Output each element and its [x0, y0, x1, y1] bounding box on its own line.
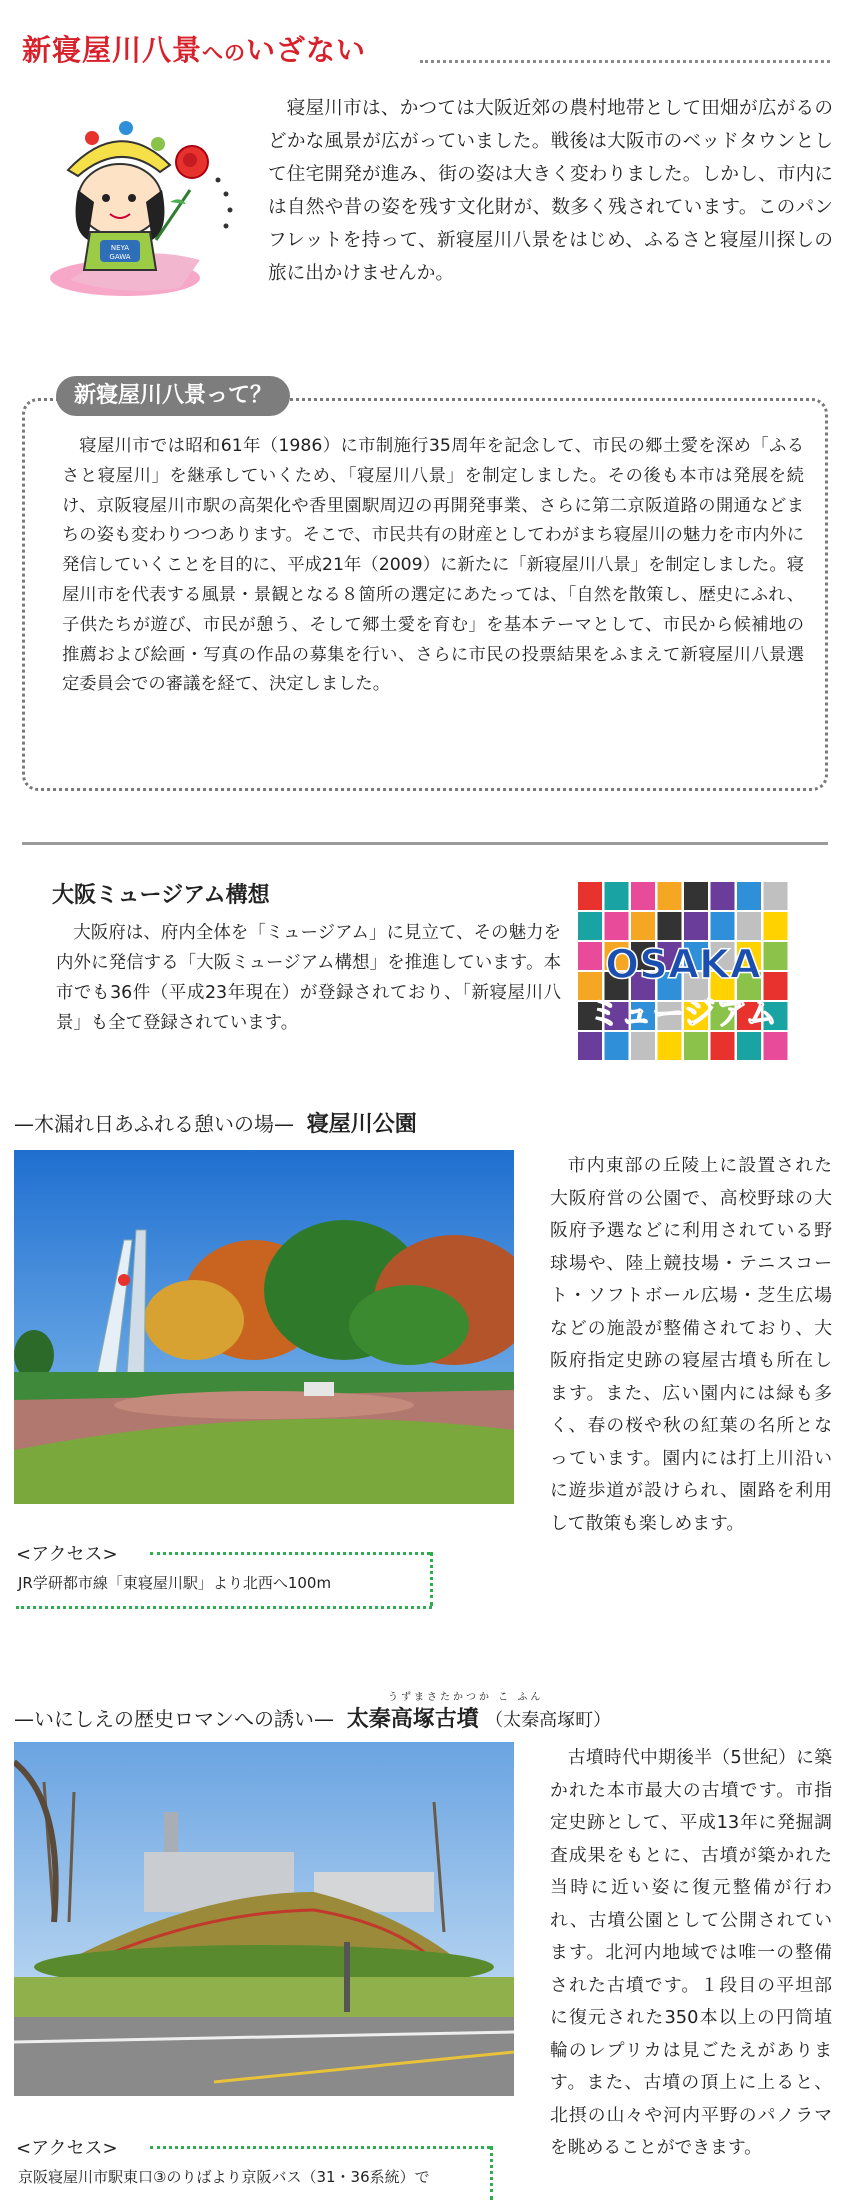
osaka-museum-logo: [574, 878, 792, 1064]
logo-tile: [605, 882, 629, 910]
kofun-heading: [14, 1702, 611, 1733]
title-part-1: 新寝屋川八景: [22, 33, 203, 67]
mascot-illustration: [30, 110, 240, 300]
kofun-tagline: —いにしえの歴史ロマンへの誘い—: [14, 1707, 334, 1731]
kofun-access-text: 京阪寝屋川市駅東口③のりばより京阪バス（31・36系統）で: [18, 2168, 430, 2186]
logo-tile: [764, 1032, 788, 1060]
about-heading: 新寝屋川八景って？: [56, 376, 290, 416]
park-photo: [14, 1150, 514, 1504]
kofun-paragraph: 古墳時代中期後半（5世紀）に築かれた本市最大の古墳です。市指定史跡として、平成13年に発掘調査成果をもとに、古墳が築かれた当時に近い姿に復元整備が行われ、古墳公園として公開されています。北河内地域では唯一の整備された古墳です。１段目の平坦部に復元された350本以上の円筒埴輪のレプリカは見ごたえがあります。また、古墳の頂上に上ると、北摂の山々や河内平野のパノラマを眺めることができます。: [550, 1747, 832, 2158]
about-paragraph: 寝屋川市では昭和61年（1986）に市制施行35周年を記念して、市民の郷土愛を深め「ふるさと寝屋川」を継承していくため、「寝屋川八景」を制定しました。その後も本市は発展を続け、京阪寝屋川市駅の高架化や香里園駅周辺の再開発事業、さらに第二京阪道路の開通などまちの姿も変わりつつあります。そこで、市民共有の財産としてわがまち寝屋川の魅力を市内外に発信していくことを目的に、平成21年（2009）に新たに「新寝屋川八景」を制定しました。寝屋川市を代表する風景・景観となる８箇所の選定にあたっては、「自然を散策し、歴史にふれ、子供たちが遊び、市民が憩う、そして郷土愛を育む」を基本テーマとして、市民から候補地の推薦および絵画・写真の作品の募集を行い、さらに市民の投票結果をふまえて新寝屋川八景選定委員会での審議を経て、決定しました。: [62, 436, 804, 695]
title-divider: [420, 60, 830, 63]
park-access-label: <アクセス>: [16, 1544, 118, 1565]
kofun-ruby: うずまさたかつか こ ふん: [388, 1692, 544, 1703]
logo-tile: [737, 1032, 761, 1060]
park-name: 寝屋川公園: [306, 1112, 417, 1137]
park-access-border-top: [150, 1552, 430, 1555]
kofun-location: （太秦高塚町）: [485, 1710, 612, 1731]
park-paragraph: 市内東部の丘陵上に設置された大阪府営の公園で、高校野球の大阪府予選などに利用されている野球場や、陸上競技場・テニスコート・ソフトボール広場・芝生広場などの施設が整備されており、大阪府指定史跡の寝屋古墳も所在します。また、広い園内には緑も多く、春の桜や秋の紅葉の名所となっています。園内には打上川沿いに遊歩道が設けられ、園路を利用して散策も楽しめます。: [550, 1155, 832, 1534]
mascot-badge-line-1: NEYA: [110, 244, 130, 252]
kofun-photo: [14, 1742, 514, 2096]
mascot-badge-line-2: GAWA: [109, 253, 131, 261]
logo-tile: [658, 912, 682, 940]
title-part-2: への: [202, 41, 247, 65]
logo-tile: [631, 882, 655, 910]
logo-tile: [631, 1032, 655, 1060]
logo-tile: [711, 1032, 735, 1060]
logo-tile: [764, 912, 788, 940]
kofun-name: 太秦高塚古墳: [346, 1707, 479, 1732]
kofun-access-border-right: [490, 2146, 493, 2200]
logo-tile: [737, 912, 761, 940]
logo-tile: [737, 882, 761, 910]
kofun-access-label: <アクセス>: [16, 2138, 118, 2159]
logo-tile: [711, 912, 735, 940]
logo-tile: [764, 882, 788, 910]
intro-paragraph: 寝屋川市は、かつては大阪近郊の農村地帯として田畑が広がるのどかな風景が広がっていました。戦後は大阪市のベッドタウンとして住宅開発が進み、街の姿は大きく変わりました。しかし、市内には自然や昔の姿を残す文化財が、数多く残されています。このパンフレットを持って、新寝屋川八景をはじめ、ふるさと寝屋川探しの旅に出かけませんか。: [268, 98, 833, 284]
logo-tile: [578, 1032, 602, 1060]
section-divider: [22, 842, 828, 845]
logo-tile: [711, 882, 735, 910]
logo-tile: [631, 912, 655, 940]
logo-text-osaka: OSAKA: [605, 942, 761, 988]
title-part-3: いざない: [246, 33, 367, 67]
park-access-border-bottom: [16, 1606, 432, 1609]
kofun-access-border-top: [150, 2146, 490, 2149]
logo-tile: [658, 882, 682, 910]
logo-tile: [605, 1032, 629, 1060]
park-heading: [14, 1107, 417, 1138]
page-title: [22, 28, 366, 69]
logo-tile: [658, 1032, 682, 1060]
park-access-text: JR学研都市線「東寝屋川駅」より北西へ100m: [18, 1574, 332, 1592]
logo-text-museum: ミュージアム: [588, 994, 778, 1032]
museum-paragraph: 大阪府は、府内全体を「ミュージアム」に見立て、その魅力を内外に発信する「大阪ミュージアム構想」を推進しています。本市でも36件（平成23年現在）が登録されており、「新寝屋川八景」も全て登録されています。: [56, 923, 561, 1033]
logo-tile: [684, 882, 708, 910]
logo-tile: [684, 1032, 708, 1060]
park-tagline: —木漏れ日あふれる憩いの場—: [14, 1112, 294, 1136]
logo-tile: [578, 912, 602, 940]
logo-tile: [605, 912, 629, 940]
park-access-border-right: [430, 1552, 433, 1606]
logo-tile: [684, 912, 708, 940]
logo-tile: [578, 882, 602, 910]
museum-heading: 大阪ミュージアム構想: [52, 883, 270, 908]
